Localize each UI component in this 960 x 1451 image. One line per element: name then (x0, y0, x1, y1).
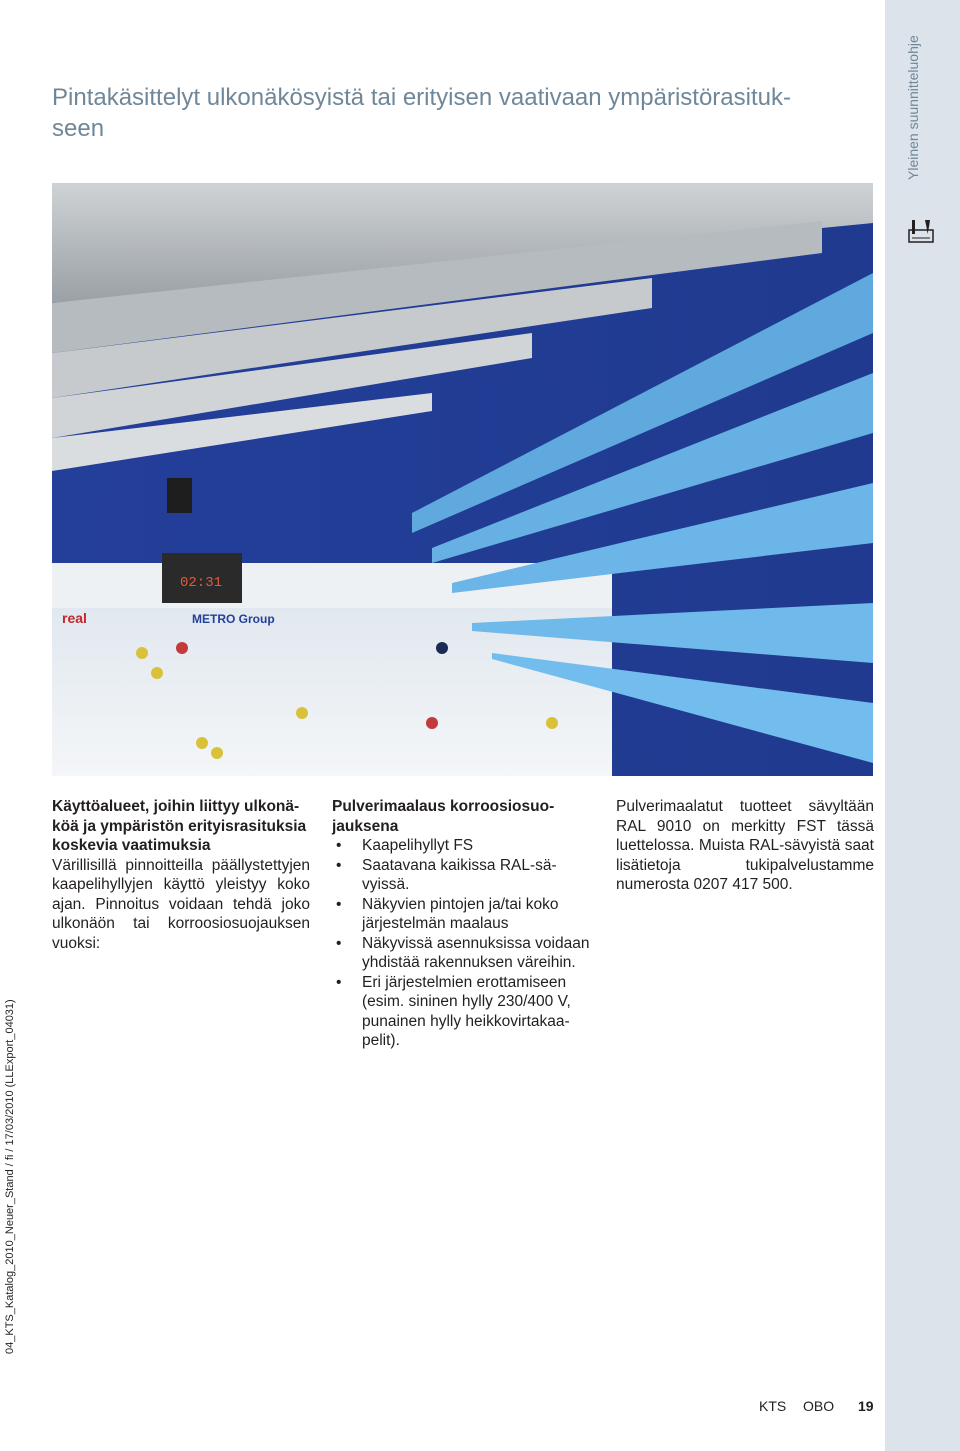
column-1 (52, 797, 310, 953)
list-item: • Saatavana kaikissa RAL-sävyissä. (332, 856, 594, 895)
column-3 (616, 797, 874, 895)
column-3-body: Pulverimaalatut tuotteet sävyltään RAL 9010 on merkitty FST tässä luettelossa. Muista RAL-sävyistä saat lisätietoja tukipalvelustamme numerosta 0207 417 500. (616, 798, 874, 893)
column-2 (332, 797, 594, 1051)
section-label-text: Yleinen suunnitteluohje (905, 35, 921, 180)
column-1-heading: Käyttöalueet, joihin liittyy ulkonäköä ja ympäristön erityisrasituksia koskevia vaatimuksia (52, 798, 307, 854)
tools-icon (908, 218, 934, 244)
section-label (905, 35, 925, 200)
banner-real: real (62, 610, 87, 626)
list-item: • Kaapelihyllyt FS (332, 836, 594, 856)
footer-brand-obo: OBO (803, 1398, 835, 1414)
list-item: • Näkyvien pintojen ja/tai koko järjestelmän maalaus (332, 895, 594, 934)
banner-metro: METRO Group (192, 612, 275, 626)
feature-list (332, 836, 594, 1051)
footer-brand-kts: KTS (759, 1398, 787, 1414)
cable-tray-ice-rink-photo (52, 183, 873, 776)
file-info-text: 04_KTS_Katalog_2010_Neuer_Stand / fi / 17/03/2010 (LLExport_04031) (4, 999, 16, 1354)
list-item: • Eri järjestelmien erottamiseen (esim. sininen hylly 230/400 V, punainen hylly heikkovirtakaapelit). (332, 973, 594, 1051)
column-1-body: Värillisillä pinnoitteilla päällystettyjen kaapelihyllyjen käyttö yleistyy koko ajan. Pinnoitus voidaan tehdä joko ulkonäön tai korroosiosuojauksen vuoksi: (52, 856, 310, 952)
file-info (4, 999, 20, 1370)
page-number: 19 (858, 1398, 874, 1414)
column-2-heading: Pulverimaalaus korroosiosuojauksena (332, 798, 555, 835)
list-item: • Näkyvissä asennuksissa voidaan yhdistää rakennuksen väreihin. (332, 934, 594, 973)
page-title: Pintakäsittelyt ulkonäkösyistä tai erityisen vaativaan ympäristörasitukseen (52, 84, 791, 142)
scoreboard-text: 02:31 (180, 575, 223, 591)
